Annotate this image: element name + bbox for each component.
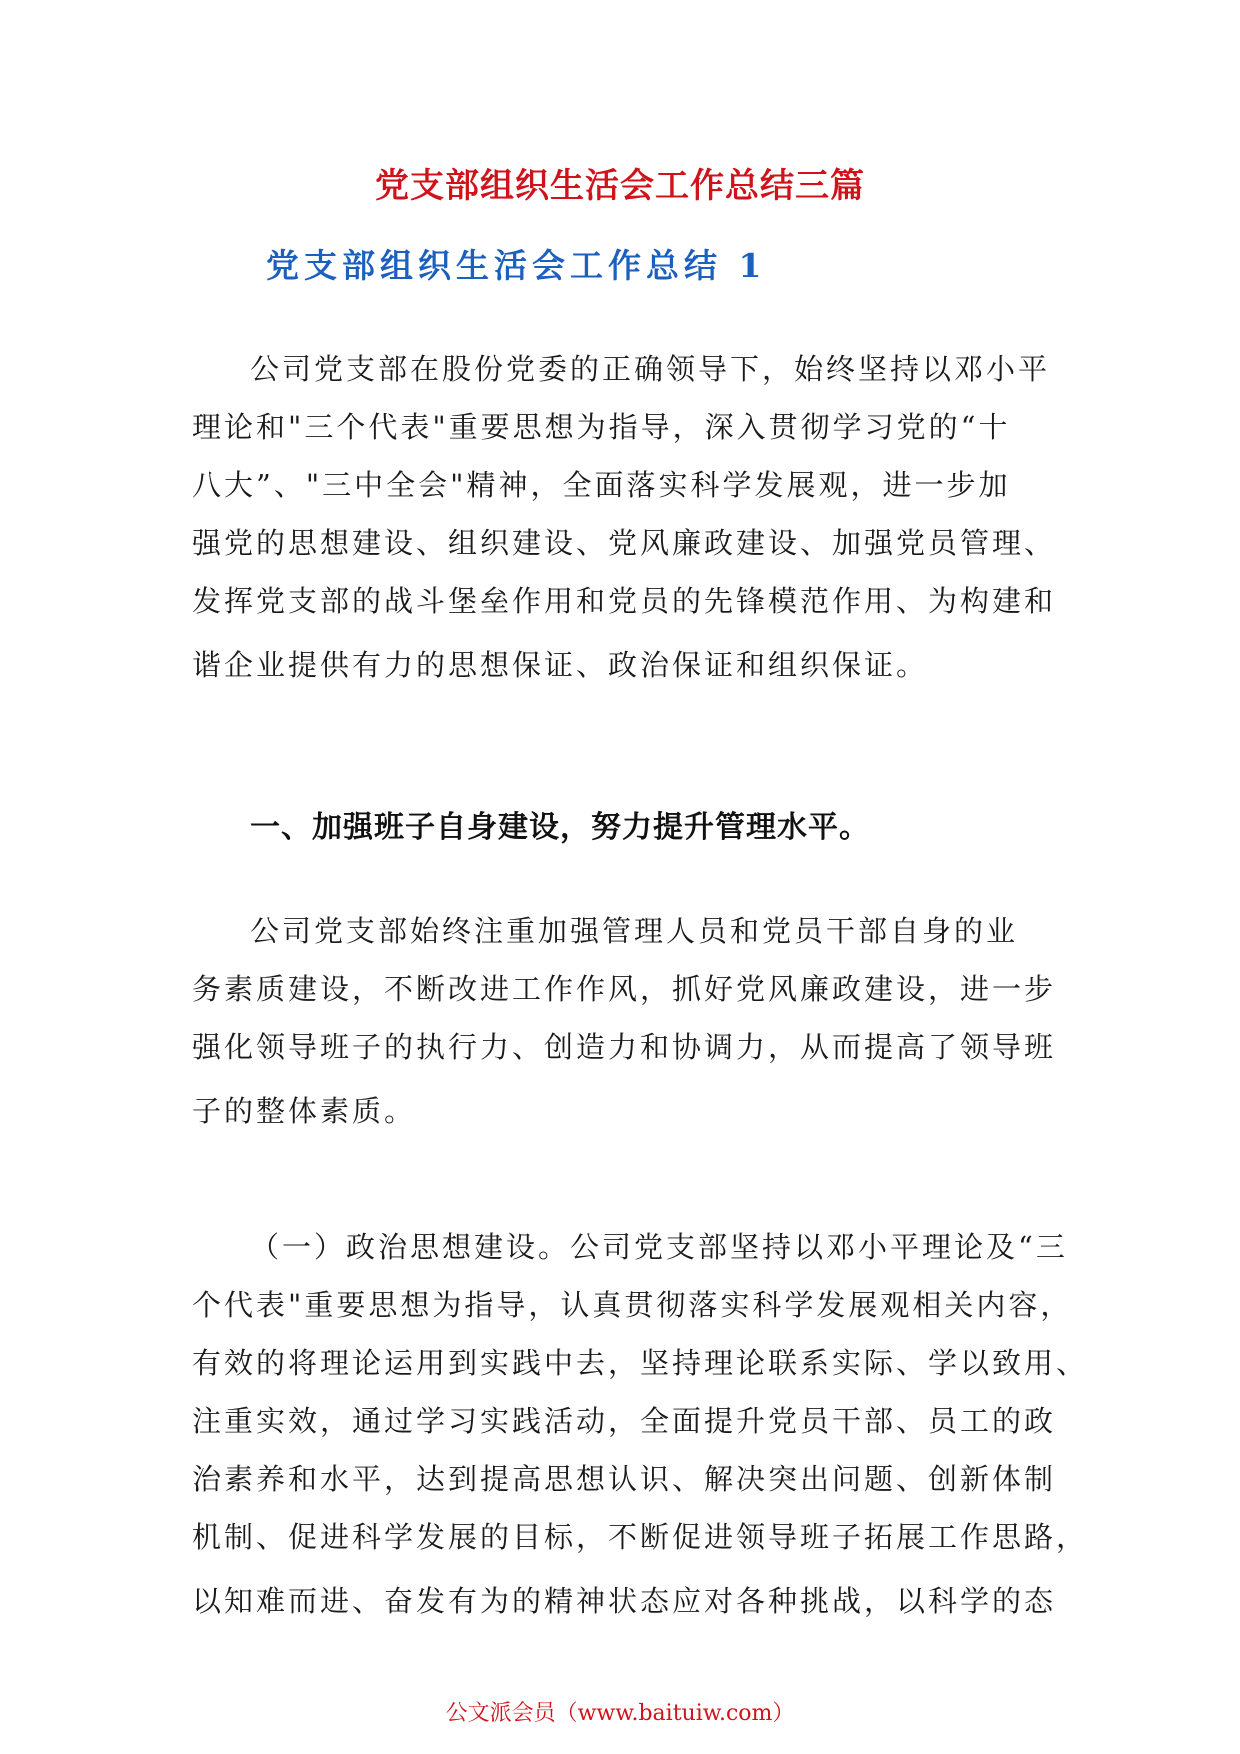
paragraph-line: 务素质建设，不断改进工作作风，抓好党风廉政建设，进一步: [192, 972, 1057, 1006]
paragraph-line: 以知难而进、奋发有为的精神状态应对各种挑战，以科学的态: [192, 1584, 1057, 1618]
paragraph-line: 注重实效，通过学习实践活动，全面提升党员干部、员工的政: [192, 1404, 1057, 1438]
paragraph-line: 治素养和水平，达到提高思想认识、解决突出问题、创新体制: [192, 1462, 1057, 1496]
paragraph-line: 子的整体素质。: [192, 1094, 417, 1128]
paragraph-team-building: [192, 902, 1072, 1140]
paragraph-line: 个代表"重要思想为指导，认真贯彻落实科学发展观相关内容，: [192, 1288, 1073, 1322]
paragraph-political-ideology: [192, 1218, 1089, 1630]
paragraph-line: 八大”、"三中全会"精神，全面落实科学发展观，进一步加: [192, 468, 1011, 502]
heading-one: 一、加强班子自身建设，努力提升管理水平。: [250, 810, 870, 845]
paragraph-line: 强化领导班子的执行力、创造力和协调力，从而提高了领导班: [192, 1030, 1057, 1064]
paragraph-line: 强党的思想建设、组织建设、党风廉政建设、加强党员管理、: [192, 526, 1057, 560]
document-title: 党支部组织生活会工作总结三篇: [375, 166, 865, 206]
paragraph-line: 有效的将理论运用到实践中去，坚持理论联系实际、学以致用、: [192, 1346, 1089, 1380]
paragraph-line: 机制、促进科学发展的目标，不断促进领导班子拓展工作思路，: [192, 1520, 1089, 1554]
footer-watermark-link[interactable]: 公文派会员（www.baituiw.com）: [445, 1701, 795, 1726]
paragraph-intro: [192, 340, 1072, 694]
paragraph-line: （一）政治思想建设。公司党支部坚持以邓小平理论及“三: [250, 1230, 1068, 1264]
paragraph-line: 公司党支部在股份党委的正确领导下，始终坚持以邓小平: [250, 352, 1051, 386]
paragraph-line: 理论和"三个代表"重要思想为指导，深入贯彻学习党的“十: [192, 410, 1011, 444]
paragraph-line: 谐企业提供有力的思想保证、政治保证和组织保证。: [192, 648, 929, 682]
section-title: 党支部组织生活会工作总结 1: [266, 246, 767, 285]
paragraph-line: 发挥党支部的战斗堡垒作用和党员的先锋模范作用、为构建和: [192, 584, 1057, 618]
paragraph-line: 公司党支部始终注重加强管理人员和党员干部自身的业: [250, 914, 1019, 948]
